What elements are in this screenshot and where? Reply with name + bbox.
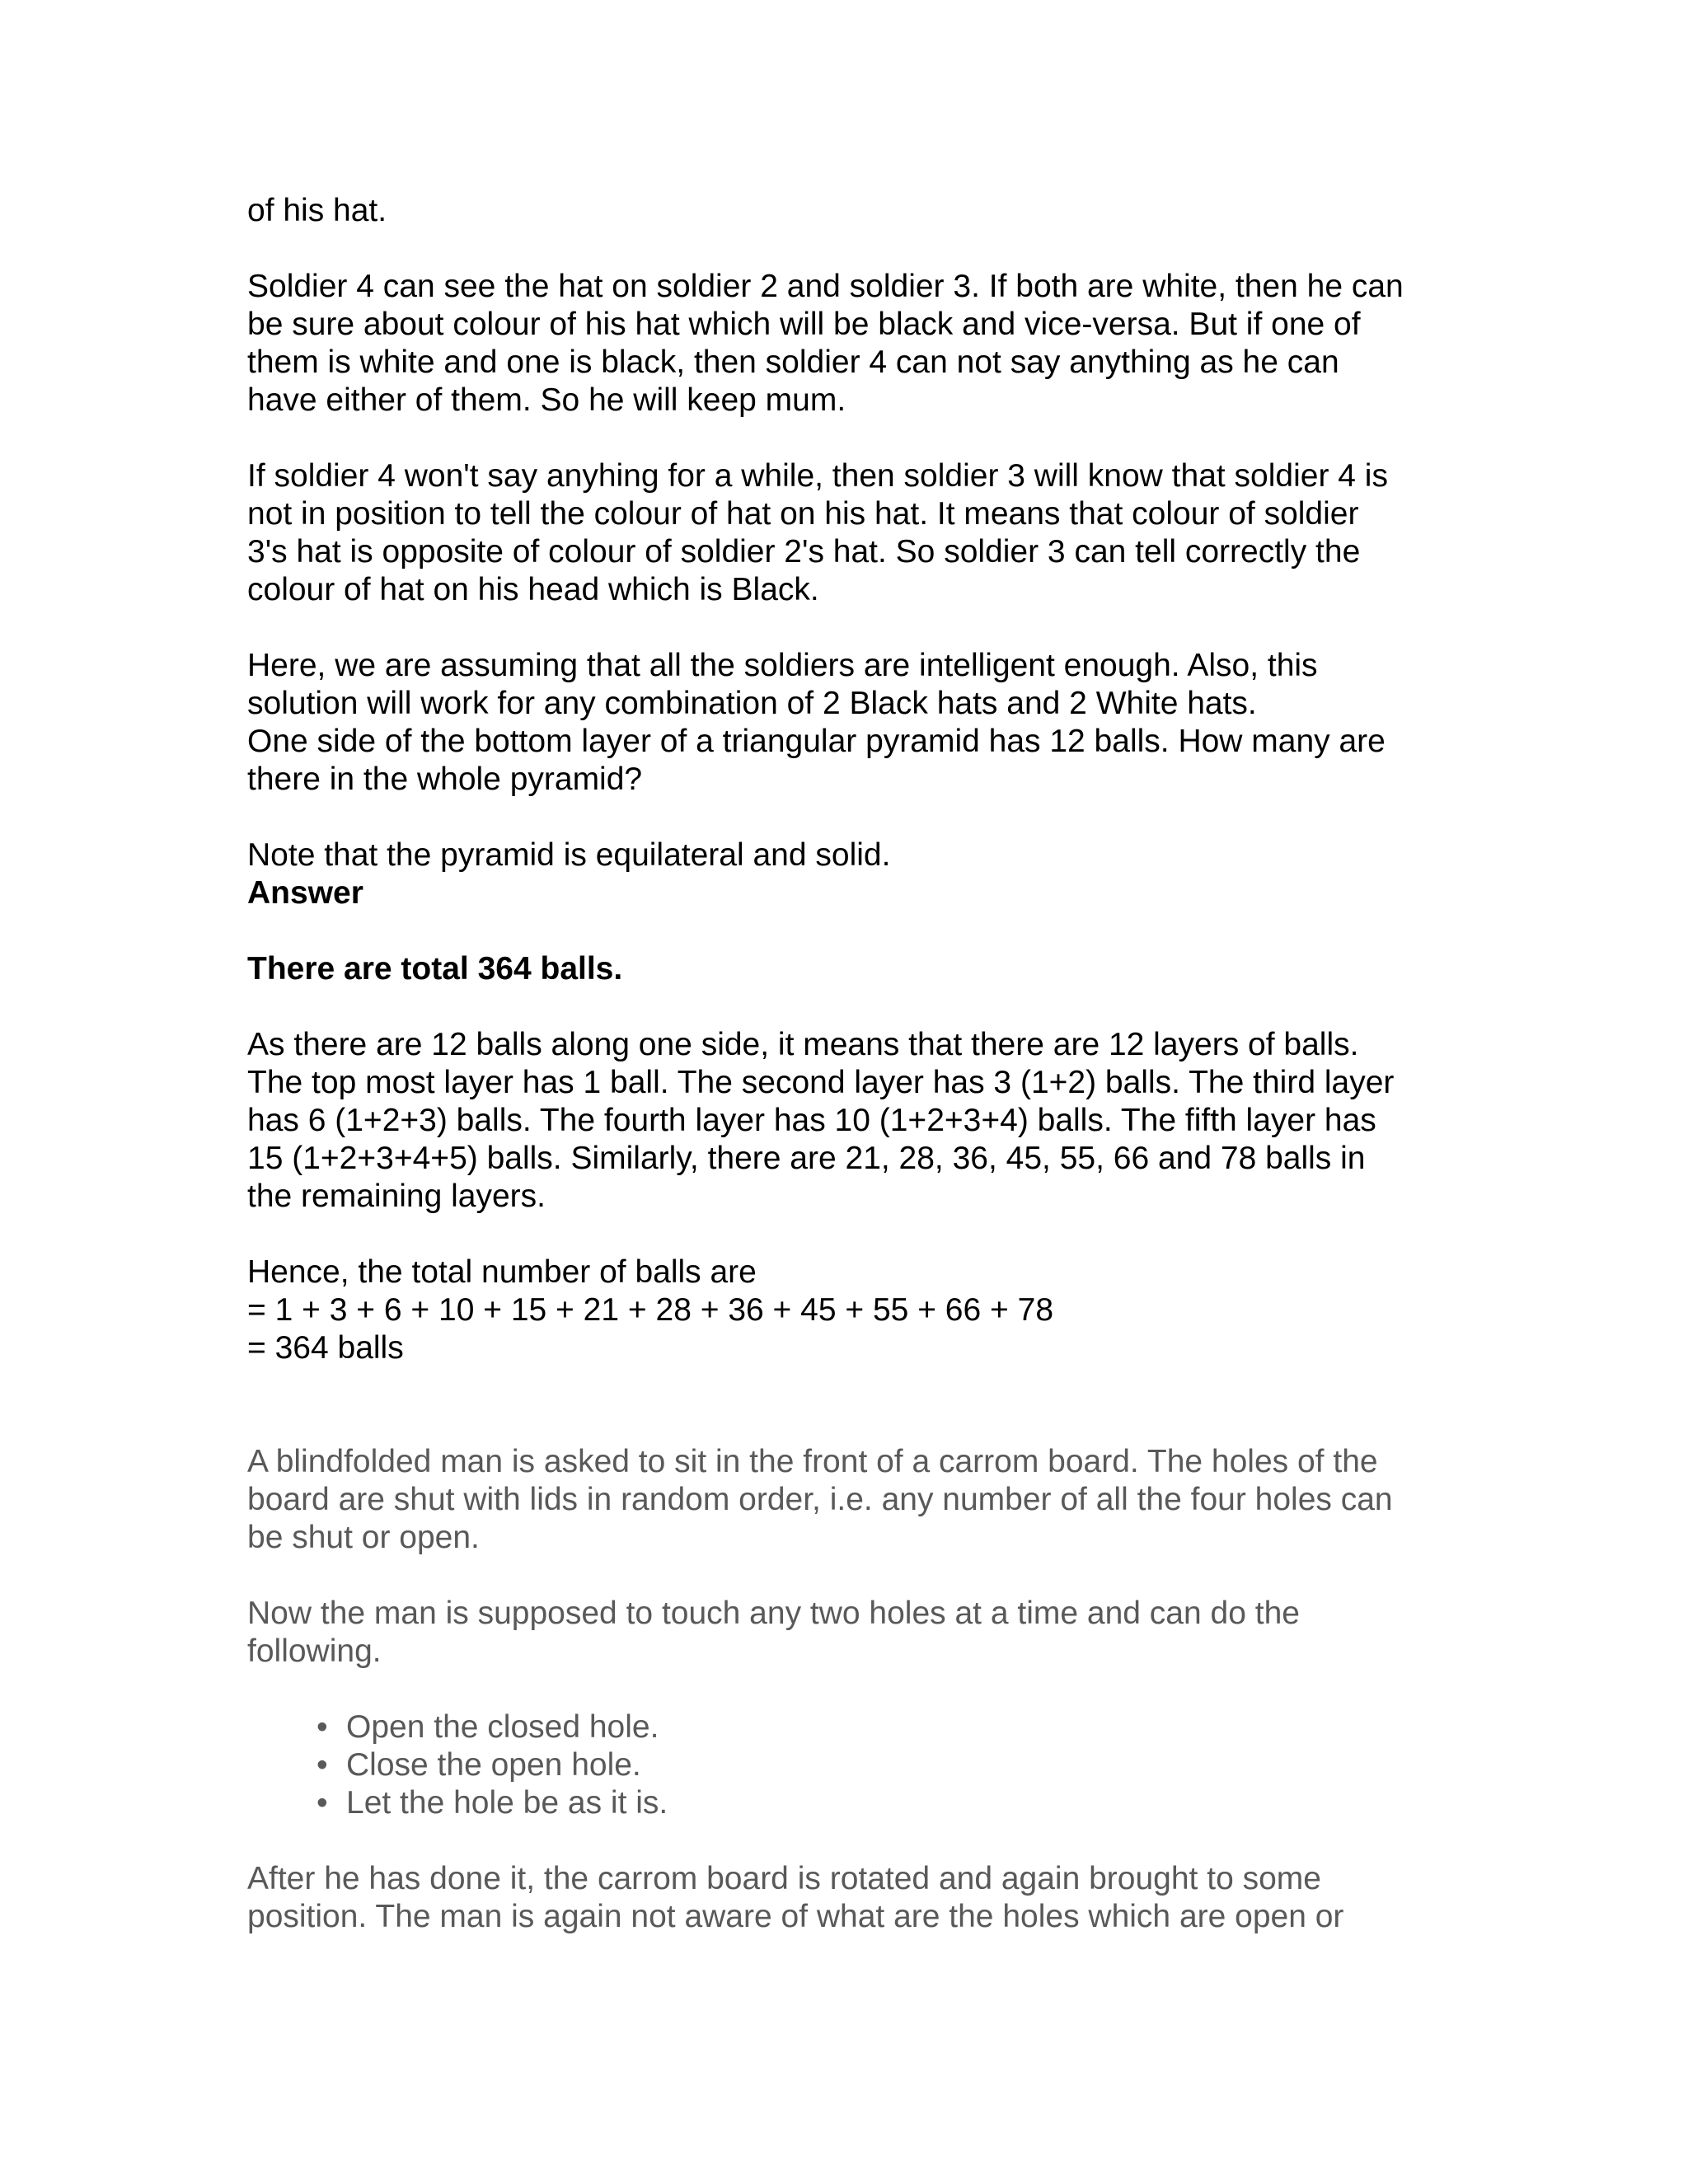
paragraph-soldier-3: If soldier 4 won't say anyhing for a while, then soldier 3 will know that soldier 4 is not in position to tell the colour of hat on his hat. It means that colour of soldier 3's hat is opposite of colour of soldier 2's hat. So soldier 3 can tell correctly the colour of hat on his head which is Black. <box>247 458 1388 607</box>
paragraph-soldier-4: Soldier 4 can see the hat on soldier 2 and soldier 3. If both are white, then he can be sure about colour of his hat which will be black and vice-versa. But if one of them is white and one is black, then soldier 4 can not say anything as he can have either of them. So he will keep mum. <box>247 269 1404 418</box>
list-item <box>247 1784 1467 1822</box>
bullet-icon: • <box>316 1785 328 1821</box>
carrom-actions-list <box>247 1708 1467 1822</box>
spacer <box>247 799 1467 837</box>
spacer <box>247 1671 1467 1708</box>
paragraph-total-calculation: Hence, the total number of balls are = 1 + 3 + 6 + 10 + 15 + 21 + 28 + 36 + 45 + 55 + 66 + 78 = 364 balls <box>247 1254 1054 1366</box>
document-page <box>247 192 1467 1936</box>
spacer <box>247 1822 1467 1860</box>
paragraph-carrom-actions-intro: Now the man is supposed to touch any two holes at a time and can do the following. <box>247 1596 1300 1669</box>
paragraph-assumption-and-pyramid-question: Here, we are assuming that all the soldiers are intelligent enough. Also, this solution will work for any combination of 2 Black hats and 2 White hats. One side of the bottom layer of a triangular pyramid has 12 balls. How many are there in the whole pyramid? <box>247 648 1386 797</box>
spacer <box>247 1367 1467 1443</box>
spacer <box>247 912 1467 950</box>
spacer <box>247 609 1467 647</box>
spacer <box>247 988 1467 1026</box>
list-item-text: Open the closed hole. <box>346 1709 659 1745</box>
paragraph-layers-explanation: As there are 12 balls along one side, it means that there are 12 layers of balls. The top most layer has 1 ball. The second layer has 3 (1+2) balls. The third layer has 6 (1+2+3) balls. The fourth layer has 10 (1+2+3+4) balls. The fifth layer has 15 (1+2+3+4+5) balls. Similarly, there are 21, 28, 36, 45, 55, 66 and 78 balls in the remaining layers. <box>247 1027 1395 1214</box>
paragraph-carrom-intro: A blindfolded man is asked to sit in the front of a carrom board. The holes of the board are shut with lids in random order, i.e. any number of all the four holes can be shut or open. <box>247 1444 1393 1555</box>
spacer <box>247 1557 1467 1595</box>
list-item-text: Let the hole be as it is. <box>346 1785 668 1821</box>
list-item <box>247 1708 1467 1746</box>
paragraph-carrom-rotation: After he has done it, the carrom board is rotated and again brought to some position. The man is again not aware of what are the holes which are open or <box>247 1861 1344 1934</box>
list-item <box>247 1746 1467 1784</box>
list-item-text: Close the open hole. <box>346 1747 641 1783</box>
paragraph-hat-end: of his hat. <box>247 193 387 228</box>
spacer <box>247 230 1467 268</box>
paragraph-pyramid-note: Note that the pyramid is equilateral and solid. <box>247 837 891 873</box>
bullet-icon: • <box>316 1747 328 1783</box>
spacer <box>247 419 1467 457</box>
spacer <box>247 1216 1467 1254</box>
answer-heading: Answer <box>247 875 363 911</box>
answer-result: There are total 364 balls. <box>247 951 623 987</box>
bullet-icon: • <box>316 1709 328 1745</box>
